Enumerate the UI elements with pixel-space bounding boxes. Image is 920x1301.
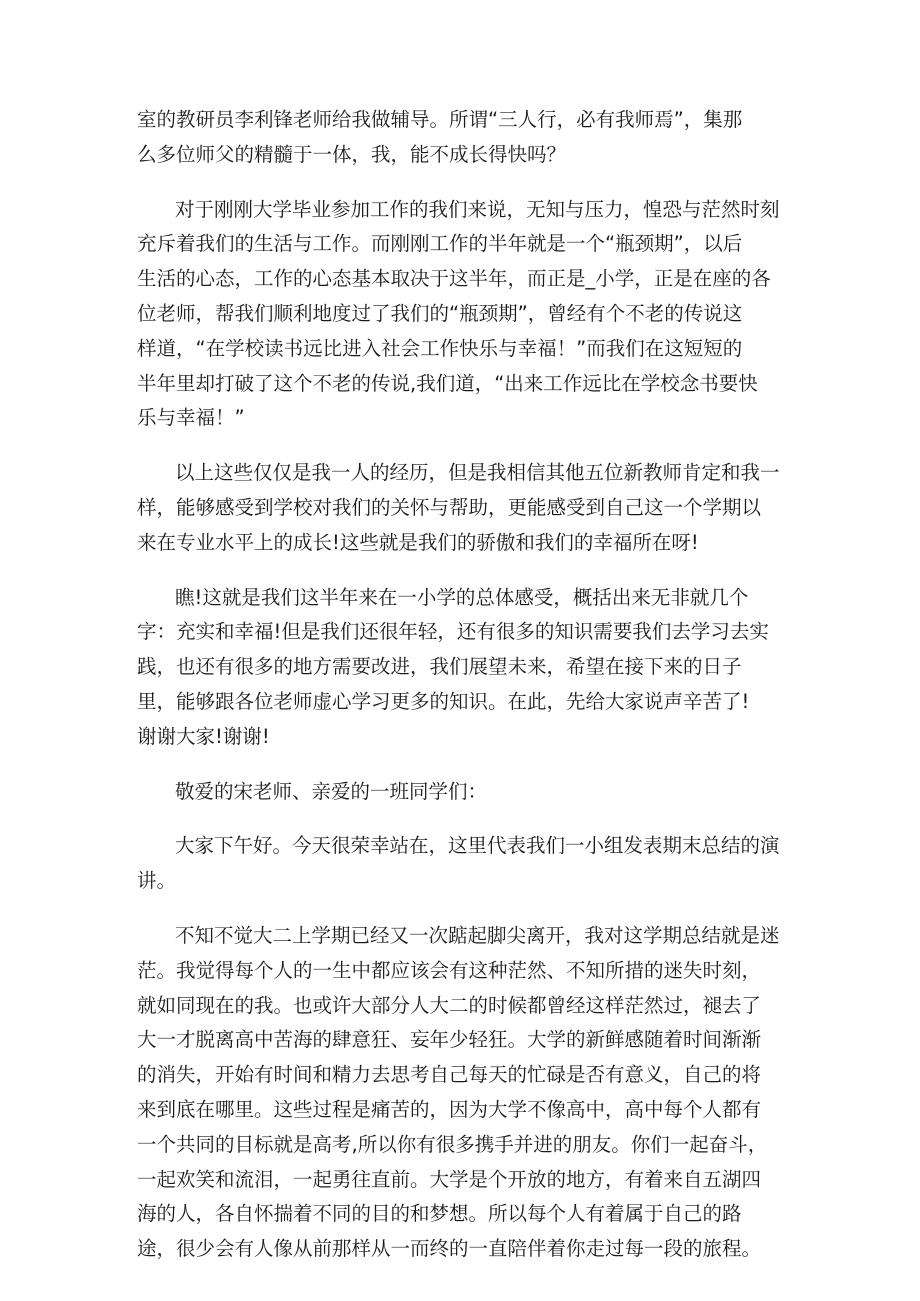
text-line: 一个共同的目标就是高考,所以你有很多携手并进的朋友。你们一起奋斗， — [137, 1132, 768, 1156]
text-line: 来到底在哪里。这些过程是痛苦的，因为大学不像高中，高中每个人都有 — [137, 1097, 762, 1121]
text-line: 样道，“在学校读书远比进入社会工作快乐与幸福！”而我们在这短短的 — [137, 336, 743, 360]
paragraph-4 — [137, 581, 797, 755]
text-line: 的消失，开始有时间和精力去思考自己每天的忙碌是否有意义，自己的将 — [137, 1063, 762, 1087]
text-line: 一起欢笑和流泪，一起勇往直前。大学是个开放的地方，有着来自五湖四 — [137, 1167, 762, 1191]
text-line: 室的教研员李利锋老师给我做辅导。所谓“三人行，必有我师焉”，集那 — [137, 108, 743, 131]
text-line: 海的人，各自怀揣着不同的目的和梦想。所以每个人有着属于自己的路 — [137, 1202, 742, 1226]
text-line: 么多位师父的精髓于一体，我，能不成长得快吗？ — [137, 142, 567, 166]
text-line: 敬爱的宋老师、亲爱的一班同学们： — [175, 779, 488, 803]
paragraph-5-salutation — [137, 775, 797, 810]
document-body — [137, 103, 797, 1287]
text-line: 讲。 — [137, 869, 177, 893]
text-line: 乐与幸福！” — [137, 406, 245, 430]
text-line: 以上这些仅仅是我一人的经历，但是我相信其他五位新教师肯定和我一 — [175, 461, 780, 485]
text-line: 瞧!这就是我们这半年来在一小学的总体感受，概括出来无非就几个 — [175, 585, 749, 609]
text-line: 半年里却打破了这个不老的传说,我们道，“出来工作远比在学校念书要快 — [137, 371, 758, 395]
text-line: 对于刚刚大学毕业参加工作的我们来说，无知与压力，惶恐与茫然时刻 — [175, 197, 780, 221]
text-line: 大家下午好。今天很荣幸站在，这里代表我们一小组发表期末总结的演 — [175, 834, 780, 858]
text-line: 位老师，帮我们顺利地度过了我们的“瓶颈期”，曾经有个不老的传说这 — [137, 301, 743, 325]
text-line: 途，很少会有人像从前那样从一而终的一直陪伴着你走过每一段的旅程。 — [137, 1237, 762, 1261]
text-line: 谢谢大家!谢谢! — [137, 724, 270, 748]
paragraph-3 — [137, 456, 797, 560]
text-line: 茫。我觉得每个人的一生中都应该会有这种茫然、不知所措的迷失时刻， — [137, 958, 762, 982]
paragraph-7 — [137, 919, 797, 1267]
text-line: 来在专业水平上的成长!这些就是我们的骄傲和我们的幸福所在呀! — [137, 530, 699, 554]
paragraph-6 — [137, 829, 797, 899]
text-line: 不知不觉大二上学期已经又一次踮起脚尖离开，我对这学期总结就是迷 — [175, 923, 780, 947]
paragraph-1 — [137, 103, 797, 173]
text-line: 样，能够感受到学校对我们的关怀与帮助，更能感受到自己这一个学期以 — [137, 495, 762, 519]
text-line: 字：充实和幸福!但是我们还很年轻，还有很多的知识需要我们去学习去实 — [137, 620, 769, 644]
text-line: 就如同现在的我。也或许大部分人大二的时候都曾经这样茫然过，褪去了 — [137, 993, 762, 1017]
text-line: 充斥着我们的生活与工作。而刚刚工作的半年就是一个“瓶颈期”，以后 — [137, 232, 743, 256]
paragraph-2 — [137, 193, 797, 437]
text-line: 践，也还有很多的地方需要改进，我们展望未来，希望在接下来的日子 — [137, 655, 742, 679]
text-line: 大一才脱离高中苦海的肆意狂、妄年少轻狂。大学的新鲜感随着时间渐渐 — [137, 1028, 762, 1052]
text-line: 里，能够跟各位老师虚心学习更多的知识。在此，先给大家说声辛苦了! — [137, 689, 750, 713]
text-line: 生活的心态，工作的心态基本取决于这半年，而正是_小学，正是在座的各 — [137, 267, 771, 291]
